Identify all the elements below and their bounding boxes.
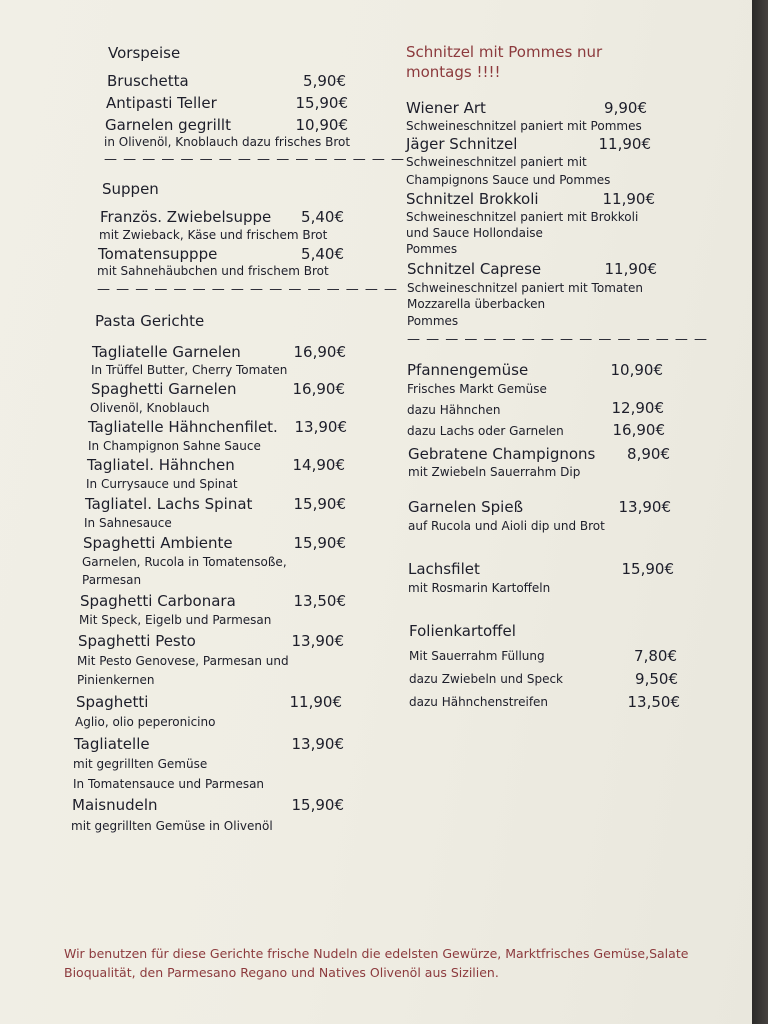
menu-item-desc: mit gegrillten Gemüse bbox=[73, 757, 208, 771]
menu-item-name: Gebratene Champignons bbox=[408, 445, 596, 463]
menu-item-price: 16,90€ bbox=[293, 343, 346, 361]
footnote bbox=[64, 944, 704, 982]
menu-item-desc: mit Zwieback, Käse und frischem Brot bbox=[99, 228, 328, 242]
menu-item-name: Tagliatel. Hähnchen bbox=[87, 456, 235, 474]
menu-item-price: 15,90€ bbox=[293, 534, 346, 552]
menu-item-name: Lachsfilet bbox=[408, 560, 480, 578]
section-title-folienkartoffel: Folienkartoffel bbox=[409, 622, 516, 640]
menu-item-name: Französ. Zwiebelsuppe bbox=[100, 208, 272, 226]
menu-item-desc: Pommes bbox=[407, 314, 459, 328]
menu-item-price: 13,90€ bbox=[291, 735, 344, 753]
menu-item-price: 15,90€ bbox=[293, 495, 346, 513]
menu-item-name: Schnitzel Caprese bbox=[407, 260, 542, 278]
divider: — — — — — — — — — — — — — — — — bbox=[104, 152, 405, 167]
menu-item-price: 13,90€ bbox=[618, 498, 671, 516]
menu-item-name: Wiener Art bbox=[406, 99, 486, 117]
menu-item-desc: Frisches Markt Gemüse bbox=[407, 382, 547, 396]
section-title-pasta: Pasta Gerichte bbox=[95, 312, 205, 330]
menu-item-desc: In Tomatensauce und Parmesan bbox=[73, 777, 265, 791]
menu-item-desc: Pinienkernen bbox=[77, 673, 155, 687]
promo-text: montags !!!! bbox=[406, 63, 501, 81]
menu-item-option: dazu Hähnchenstreifen bbox=[409, 695, 549, 709]
menu-item-desc: Mit Speck, Eigelb und Parmesan bbox=[79, 613, 272, 627]
menu-item-option: Mit Sauerrahm Füllung bbox=[409, 649, 545, 663]
menu-item-desc: In Champignon Sahne Sauce bbox=[88, 439, 261, 453]
menu-item-price: 11,90€ bbox=[604, 260, 657, 278]
menu-item-name: Tagliatelle bbox=[74, 735, 150, 753]
menu-item-desc: auf Rucola und Aioli dip und Brot bbox=[408, 519, 605, 533]
menu-item-desc: Aglio, olio peperonicino bbox=[75, 715, 216, 729]
menu-item-price: 8,90€ bbox=[627, 445, 670, 463]
menu-item-price: 5,90€ bbox=[303, 72, 346, 90]
menu-item-name: Garnelen Spieß bbox=[408, 498, 524, 516]
menu-item-desc: in Olivenöl, Knoblauch dazu frisches Brot bbox=[104, 135, 351, 149]
menu-item-name: Schnitzel Brokkoli bbox=[406, 190, 539, 208]
menu-item-desc: Mit Pesto Genovese, Parmesan und bbox=[77, 654, 289, 668]
menu-item-desc: mit Sahnehäubchen und frischem Brot bbox=[97, 264, 329, 278]
menu-item-desc: In Trüffel Butter, Cherry Tomaten bbox=[91, 363, 288, 377]
menu-item-name: Bruschetta bbox=[107, 72, 189, 90]
menu-item-price: 13,50€ bbox=[293, 592, 346, 610]
menu-item-name: Jäger Schnitzel bbox=[406, 135, 518, 153]
menu-item-name: Spaghetti Ambiente bbox=[83, 534, 233, 552]
menu-item-name: Antipasti Teller bbox=[106, 94, 217, 112]
menu-item-name: Spaghetti bbox=[76, 693, 149, 711]
menu-item-price: 12,90€ bbox=[611, 399, 664, 417]
menu-item-option: dazu Hähnchen bbox=[407, 403, 501, 417]
menu-item-name: Spaghetti Pesto bbox=[78, 632, 196, 650]
menu-item-name: Maisnudeln bbox=[72, 796, 158, 814]
menu-item-price: 11,90€ bbox=[598, 135, 651, 153]
menu-item-desc: In Sahnesauce bbox=[84, 516, 172, 530]
menu-item-name: Spaghetti Garnelen bbox=[91, 380, 237, 398]
menu-item-price: 16,90€ bbox=[612, 421, 665, 439]
menu-item-desc: Schweineschnitzel paniert mit Brokkoli bbox=[406, 210, 639, 224]
menu-item-price: 5,40€ bbox=[301, 245, 344, 263]
menu-item-price: 13,50€ bbox=[627, 693, 680, 711]
menu-item-desc: Champignons Sauce und Pommes bbox=[406, 173, 611, 187]
menu-item-desc: Schweineschnitzel paniert mit bbox=[406, 155, 587, 169]
menu-item-name: Tagliatel. Lachs Spinat bbox=[85, 495, 253, 513]
menu-item-name: Tagliatelle Hähnchenfilet. bbox=[88, 418, 278, 436]
menu-item-price: 16,90€ bbox=[292, 380, 345, 398]
divider: — — — — — — — — — — — — — — — — bbox=[97, 282, 398, 297]
menu-item-desc: In Currysauce und Spinat bbox=[86, 477, 238, 491]
menu-item-desc: Olivenöl, Knoblauch bbox=[90, 401, 210, 415]
divider: — — — — — — — — — — — — — — — — bbox=[407, 332, 708, 347]
menu-item-option: dazu Lachs oder Garnelen bbox=[407, 424, 564, 438]
menu-item-price: 11,90€ bbox=[602, 190, 655, 208]
menu-item-desc: Garnelen, Rucola in Tomatensoße, bbox=[82, 555, 287, 569]
menu-item-desc: mit Rosmarin Kartoffeln bbox=[408, 581, 551, 595]
menu-item-name: Spaghetti Carbonara bbox=[80, 592, 236, 610]
menu-item-price: 9,50€ bbox=[635, 670, 678, 688]
promo-text: Schnitzel mit Pommes nur bbox=[406, 43, 603, 61]
section-title-suppen: Suppen bbox=[102, 180, 159, 198]
menu-item-desc: und Sauce Hollondaise bbox=[406, 226, 543, 240]
menu-item-desc: mit gegrillten Gemüse in Olivenöl bbox=[71, 819, 273, 833]
menu-item-desc: Parmesan bbox=[82, 573, 142, 587]
menu-item-desc: Schweineschnitzel paniert mit Tomaten bbox=[407, 281, 643, 295]
menu-item-price: 10,90€ bbox=[295, 116, 348, 134]
menu-item-price: 5,40€ bbox=[301, 208, 344, 226]
menu-item-name: Garnelen gegrillt bbox=[105, 116, 231, 134]
menu-item-name: Pfannengemüse bbox=[407, 361, 529, 379]
menu-item-price: 14,90€ bbox=[292, 456, 345, 474]
menu-item-name: Tagliatelle Garnelen bbox=[92, 343, 241, 361]
menu-item-price: 15,90€ bbox=[621, 560, 674, 578]
footnote-line: Wir benutzen für diese Gerichte frische Nudeln die edelsten Gewürze, Marktfrisches Gemüse,Salate bbox=[64, 946, 689, 961]
menu-item-price: 9,90€ bbox=[604, 99, 647, 117]
section-title-vorspeise: Vorspeise bbox=[108, 44, 181, 62]
menu-item-price: 11,90€ bbox=[289, 693, 342, 711]
menu-item-desc: Schweineschnitzel paniert mit Pommes bbox=[406, 119, 642, 133]
menu-item-price: 7,80€ bbox=[634, 647, 677, 665]
table-edge bbox=[752, 0, 768, 1024]
menu-item-desc: mit Zwiebeln Sauerrahm Dip bbox=[408, 465, 581, 479]
menu-item-name: Tomatensupppe bbox=[98, 245, 218, 263]
menu-item-price: 15,90€ bbox=[295, 94, 348, 112]
footnote-line: Bioqualität, den Parmesano Regano und Natives Olivenöl aus Sizilien. bbox=[64, 965, 499, 980]
menu-item-desc: Pommes bbox=[406, 242, 458, 256]
menu-item-desc: Mozzarella überbacken bbox=[407, 297, 546, 311]
menu-item-price: 13,90€ bbox=[294, 418, 347, 436]
menu-item-price: 10,90€ bbox=[610, 361, 663, 379]
menu-item-price: 15,90€ bbox=[291, 796, 344, 814]
menu-item-price: 13,90€ bbox=[291, 632, 344, 650]
menu-item-option: dazu Zwiebeln und Speck bbox=[409, 672, 564, 686]
